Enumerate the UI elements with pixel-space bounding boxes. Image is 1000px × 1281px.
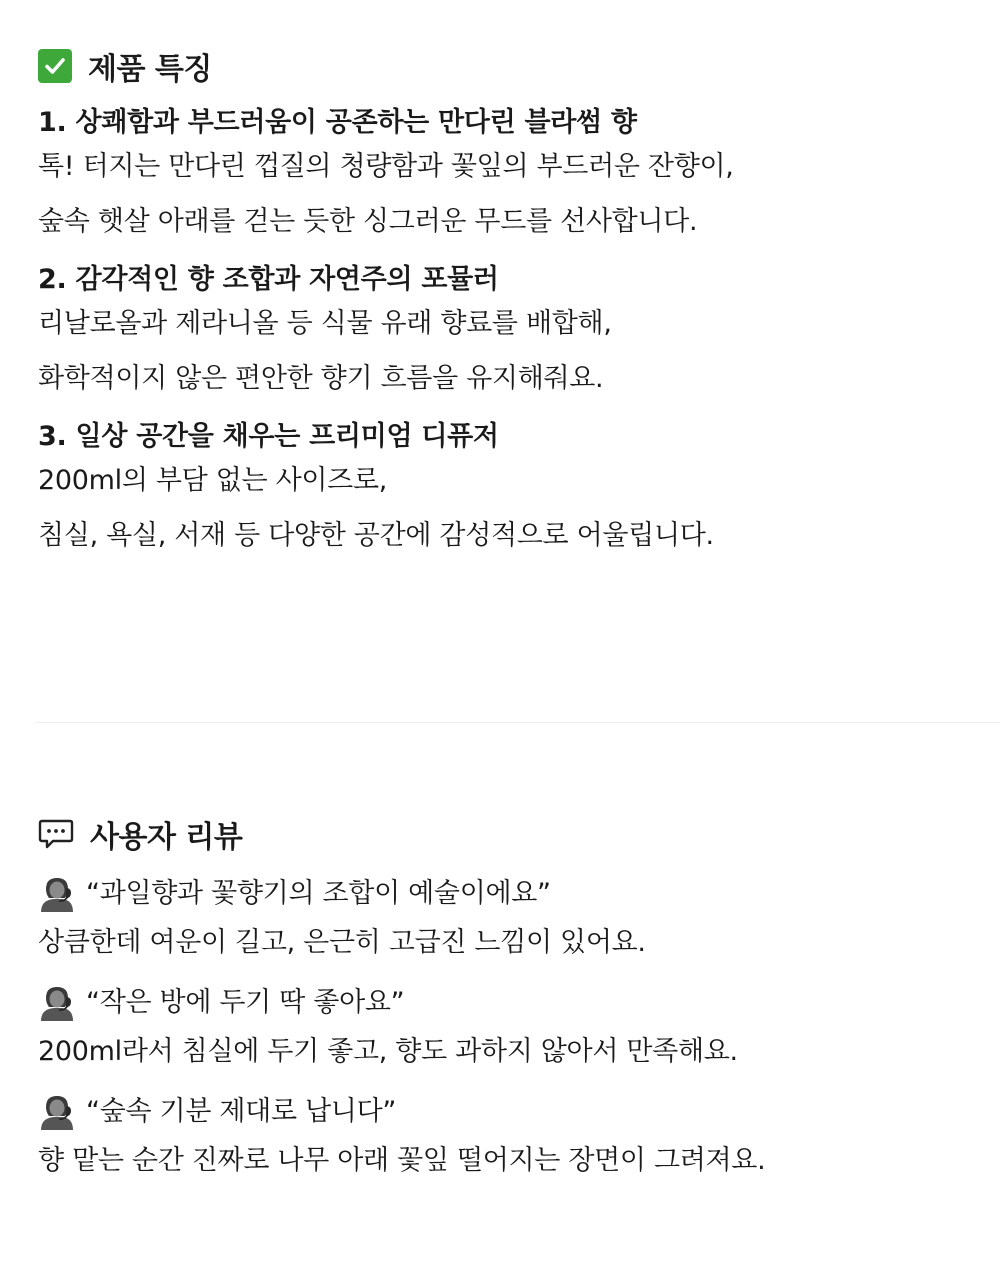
section-divider bbox=[36, 722, 1000, 723]
review-header bbox=[38, 1090, 1000, 1134]
review-body: 200ml라서 침실에 두기 좋고, 향도 과하지 않아서 만족해요. bbox=[38, 1036, 738, 1067]
reviewer-person-icon bbox=[38, 1092, 76, 1132]
features-title: 제품 특징 bbox=[88, 52, 212, 87]
review-header bbox=[38, 872, 1000, 916]
feature-title: 2. 감각적인 향 조합과 자연주의 포뮬러 bbox=[38, 264, 499, 295]
review-item bbox=[38, 872, 1000, 962]
check-mark-icon bbox=[38, 49, 72, 83]
reviews-section bbox=[38, 812, 1000, 1199]
feature-description-line: 침실, 욕실, 서재 등 다양한 공간에 감성적으로 어울립니다. bbox=[38, 520, 714, 551]
review-item bbox=[38, 1090, 1000, 1180]
feature-title: 3. 일상 공간을 채우는 프리미엄 디퓨저 bbox=[38, 421, 499, 452]
review-quote: “과일향과 꽃향기의 조합이 예술이에요” bbox=[86, 878, 551, 909]
feature-item bbox=[38, 261, 1000, 398]
feature-title: 1. 상쾌함과 부드러움이 공존하는 만다린 블라썸 향 bbox=[38, 107, 637, 138]
feature-description-line: 200ml의 부담 없는 사이즈로, bbox=[38, 465, 388, 496]
feature-item bbox=[38, 104, 1000, 241]
reviewer-person-icon bbox=[38, 874, 76, 914]
review-item bbox=[38, 981, 1000, 1071]
feature-description-line: 톡! 터지는 만다린 껍질의 청량함과 꽃잎의 부드러운 잔향이, bbox=[38, 151, 734, 182]
reviews-title: 사용자 리뷰 bbox=[90, 820, 243, 855]
speech-bubble-icon bbox=[38, 817, 74, 851]
reviewer-person-icon bbox=[38, 983, 76, 1023]
feature-description-line: 리날로올과 제라니올 등 식물 유래 향료를 배합해, bbox=[38, 308, 612, 339]
feature-description-line: 숲속 햇살 아래를 걷는 듯한 싱그러운 무드를 선사합니다. bbox=[38, 206, 698, 237]
feature-description-line: 화학적이지 않은 편안한 향기 흐름을 유지해줘요. bbox=[38, 363, 604, 394]
reviews-header bbox=[38, 812, 1000, 856]
review-body: 향 맡는 순간 진짜로 나무 아래 꽃잎 떨어지는 장면이 그려져요. bbox=[38, 1145, 766, 1176]
review-header bbox=[38, 981, 1000, 1025]
review-body: 상큼한데 여운이 길고, 은근히 고급진 느낌이 있어요. bbox=[38, 927, 646, 958]
features-section bbox=[38, 44, 1000, 575]
review-quote: “작은 방에 두기 딱 좋아요” bbox=[86, 987, 405, 1018]
feature-item bbox=[38, 418, 1000, 555]
features-header bbox=[38, 44, 1000, 88]
review-quote: “숲속 기분 제대로 납니다” bbox=[86, 1096, 397, 1127]
